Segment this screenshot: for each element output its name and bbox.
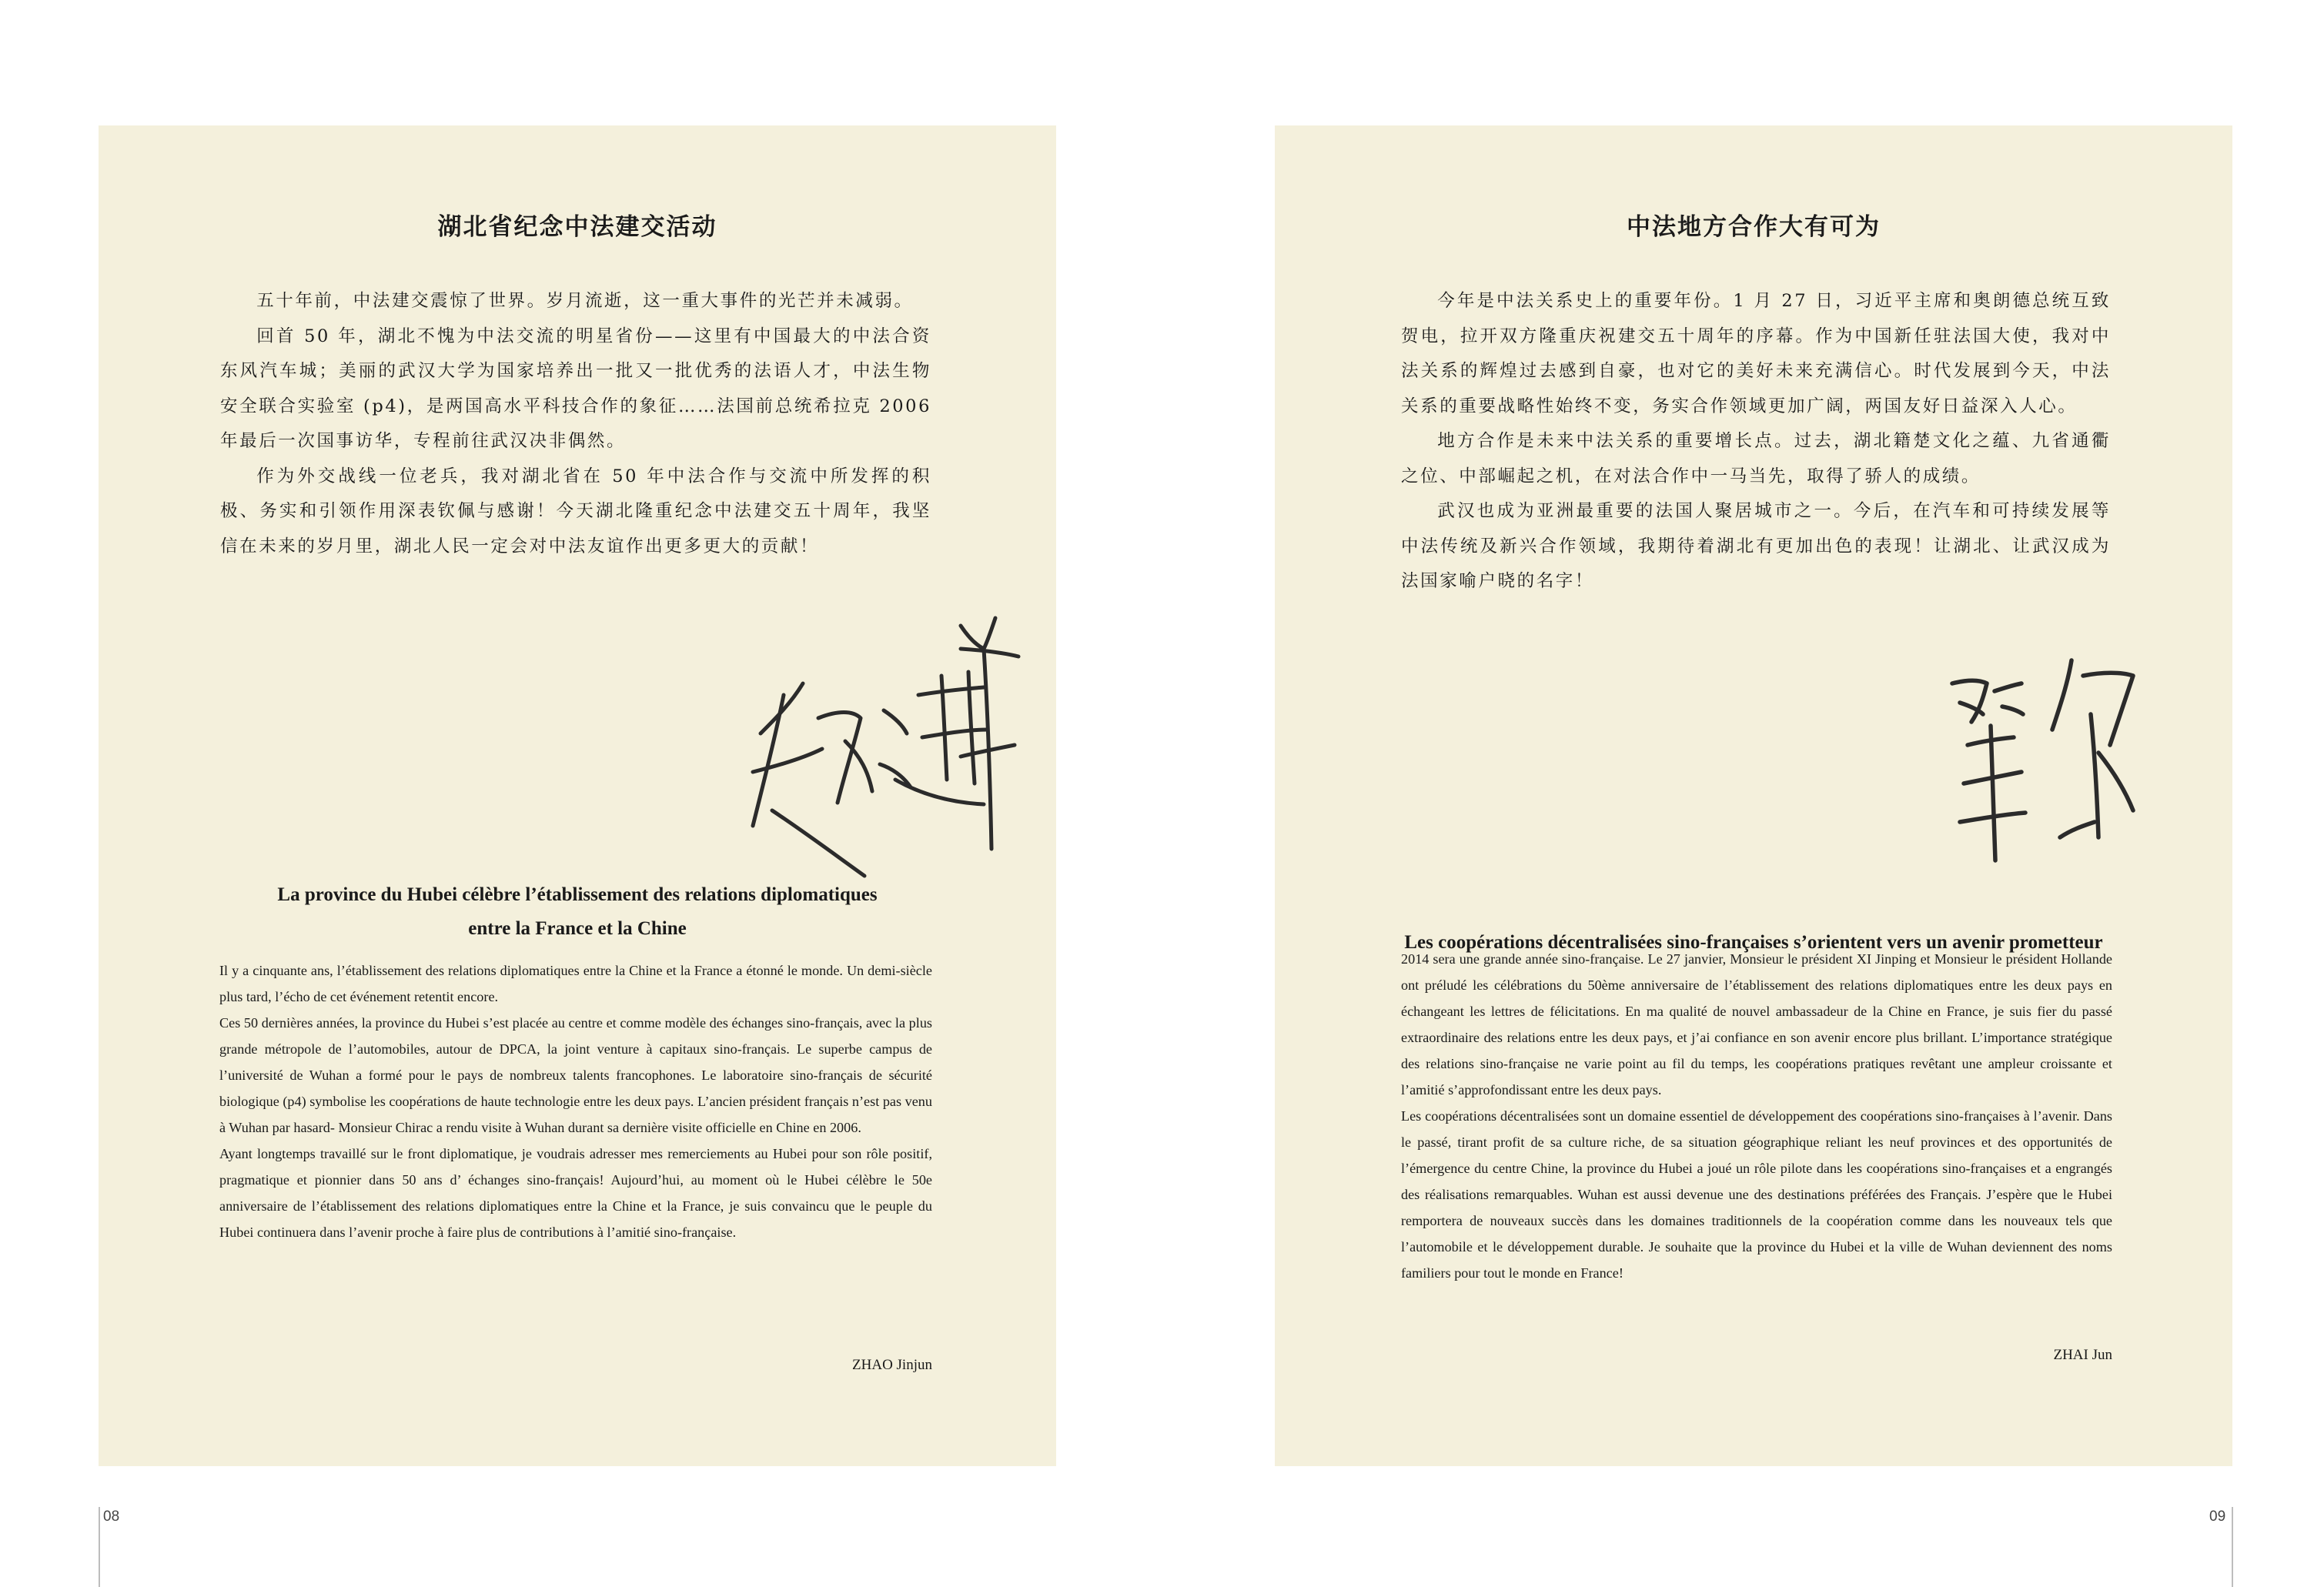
right-handwritten-signature bbox=[1937, 637, 2152, 868]
right-page-number: 09 bbox=[2209, 1508, 2226, 1525]
left-cn-title: 湖北省纪念中法建交活动 bbox=[437, 213, 717, 241]
left-handwritten-signature bbox=[730, 603, 1022, 880]
left-cn-paragraph-3: 作为外交战线一位老兵，我对湖北省在 50 年中法合作与交流中所发挥的积极、务实和引领作用深表钦佩与感谢！今天湖北隆重纪念中法建交五十周年，我坚信在未来的岁月里，湖北人民一定会对中法友谊作出更多更大的贡献！ bbox=[220, 466, 931, 556]
left-cn-paragraph-1: 五十年前，中法建交震惊了世界。岁月流逝，这一重大事件的光芒并未减弱。 bbox=[256, 291, 914, 311]
left-fr-title-line-2: entre la France et la Chine bbox=[468, 918, 687, 939]
right-cn-body bbox=[1401, 284, 2111, 600]
left-page-rule bbox=[99, 1507, 100, 1587]
right-cn-title: 中法地方合作大有可为 bbox=[1627, 213, 1881, 241]
right-signature-name: ZHAI Jun bbox=[2053, 1347, 2112, 1363]
left-fr-paragraph-1: Il y a cinquante ans, l’établissement des relations diplomatiques entre la Chine et la France a étonné le monde. Un demi-siècle plus tard, l’écho de cet événement retentit encore. bbox=[219, 963, 932, 1004]
right-cn-paragraph-2: 地方合作是未来中法关系的重要增长点。过去，湖北籍楚文化之蕴、九省通衢之位、中部崛起之机，在对法合作中一马当先，取得了骄人的成绩。 bbox=[1401, 431, 2111, 486]
right-cn-paragraph-3: 武汉也成为亚洲最重要的法国人聚居城市之一。今后，在汽车和可持续发展等中法传统及新兴合作领域，我期待着湖北有更加出色的表现！让湖北、让武汉成为法国家喻户晓的名字！ bbox=[1401, 501, 2111, 591]
left-fr-title bbox=[99, 878, 1056, 946]
right-fr-paragraph-1: 2014 sera une grande année sino-française. Le 27 janvier, Monsieur le président XI Jinping et Monsieur le président Hollande ont préludé les célébrations du 50ème anniversaire de l’établissement des relations diplomatiques entre les deux pays en échangeant les lettres de félicitations. En ma qualité de nouvel ambassadeur de la Chine en France, je suis fier du passé extraordinaire des relations entre les deux pays, et j’ai confiance en son avenir encore plus brillant. L’importance stratégique des relations sino-française ne varie point au fil du temps, les coopérations pratiques revêtant une ampleur croissante et l’amitié s’approfondissant entre les deux pays. bbox=[1401, 951, 2112, 1098]
left-signature-name: ZHAO Jinjun bbox=[852, 1357, 932, 1373]
right-fr-paragraph-2: Les coopérations décentralisées sont un domaine essentiel de développement des coopérations sino-françaises à l’avenir. Dans le passé, tirant profit de sa culture riche, de sa situation géographique reliant les neuf provinces et des opportunités de l’émergence du centre Chine, la province du Hubei a joué un rôle pilote dans les coopérations sino-françaises et a engrangés des réalisations remarquables. Wuhan est aussi devenue une des destinations préférées des Français. J’espère que le Hubei remportera de nouveaux succès dans les domaines traditionnels de la coopération comme dans les nouveaux tels que l’automobile et le développement durable. Je souhaite que la province du Hubei et la ville de Wuhan deviennent des noms familiers pour tout le monde en France! bbox=[1401, 1108, 2112, 1281]
right-fr-title: Les coopérations décentralisées sino-françaises s’orientent vers un avenir prometteur bbox=[1404, 932, 2103, 953]
right-fr-body bbox=[1401, 946, 2112, 1286]
left-fr-paragraph-3: Ayant longtemps travaillé sur le front diplomatique, je voudrais adresser mes remerciements au Hubei pour son rôle positif, pragmatique et pionnier dans 50 ans d’ échanges sino-français! Aujourd’hui, au moment où le Hubei célèbre le 50e anniversaire de l’établissement des relations diplomatiques entre la Chine et la France, je suis convaincu que le peuple du Hubei continuera dans l’avenir proche à faire plus de contributions à l’amitié sino-française. bbox=[219, 1146, 932, 1240]
left-fr-paragraph-2: Ces 50 dernières années, la province du Hubei s’est placée au centre et comme modèle des échanges sino-français, avec la plus grande métropole de l’automobiles, autour de DPCA, la joint venture à capitaux sino-français. Le superbe campus de l’université de Wuhan a formé pour le pays de nombreux talents francophones. Le laboratoire sino-français de sécurité biologique (p4) symbolise les coopérations de haute technologie entre les deux pays. L’ancien président français n’est pas venu à Wuhan par hasard- Monsieur Chirac a rendu visite à Wuhan durant sa dernière visite officielle en Chine en 2006. bbox=[219, 1015, 932, 1135]
right-cn-paragraph-1: 今年是中法关系史上的重要年份。1 月 27 日，习近平主席和奥朗德总统互致贺电，拉开双方隆重庆祝建交五十周年的序幕。作为中国新任驻法国大使，我对中法关系的辉煌过去感到自豪，也对它的美好未来充满信心。时代发展到今天，中法关系的重要战略性始终不变，务实合作领域更加广阔，两国友好日益深入人心。 bbox=[1401, 291, 2111, 416]
left-cn-paragraph-2: 回首 50 年，湖北不愧为中法交流的明星省份——这里有中国最大的中法合资东风汽车城；美丽的武汉大学为国家培养出一批又一批优秀的法语人才，中法生物安全联合实验室 (p4)，是两国高水平科技合作的象征……法国前总统希拉克 2006 年最后一次国事访华，专程前往武汉决非偶然。 bbox=[220, 326, 931, 451]
left-page-panel bbox=[99, 125, 1056, 1466]
left-page-number: 08 bbox=[103, 1508, 120, 1525]
left-cn-body bbox=[220, 284, 931, 564]
right-page-panel bbox=[1275, 125, 2232, 1466]
left-fr-title-line-1: La province du Hubei célèbre l’établissement des relations diplomatiques bbox=[277, 884, 878, 905]
right-page-rule bbox=[2232, 1507, 2233, 1587]
left-fr-body bbox=[219, 957, 932, 1245]
